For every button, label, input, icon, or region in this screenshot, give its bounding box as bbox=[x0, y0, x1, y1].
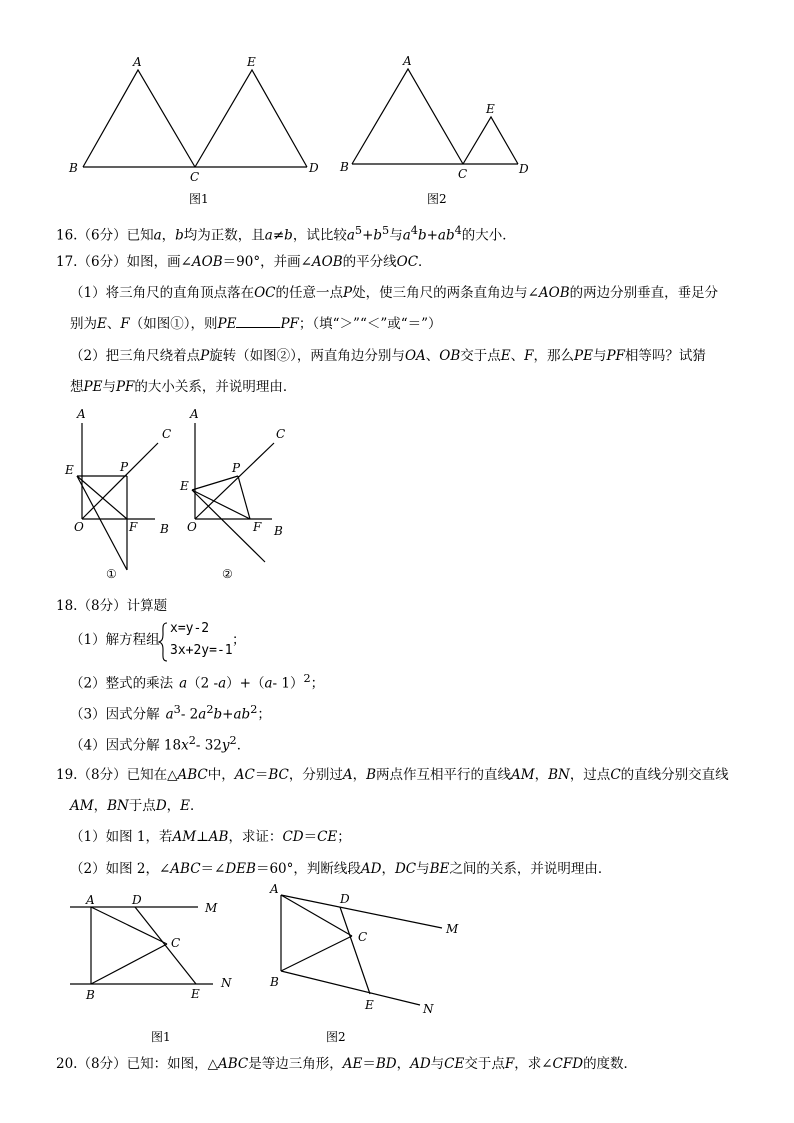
q18-part1 bbox=[70, 631, 160, 649]
q19-fig1-label-b: B bbox=[86, 988, 95, 1002]
q20-text: 交于点 bbox=[464, 1056, 505, 1072]
q19-text: ． bbox=[190, 798, 204, 814]
q19-fig2-label-m: M bbox=[446, 922, 459, 936]
q17-var: OB bbox=[439, 348, 461, 364]
q17-fig1-e-to-f bbox=[77, 476, 127, 570]
q17-var: E bbox=[97, 316, 107, 332]
q18-eq1: x=y-2 bbox=[170, 621, 210, 636]
question-17 bbox=[56, 253, 432, 271]
q19-var: ABC bbox=[177, 767, 208, 783]
q17-number: 17. bbox=[56, 254, 78, 270]
q18-var: a bbox=[165, 706, 174, 723]
q17-fig2-bisector-oc bbox=[195, 443, 274, 519]
question-20 bbox=[56, 1055, 637, 1073]
q18-text: ）+（ bbox=[226, 675, 265, 692]
q18-text: （3）因式分解 bbox=[70, 706, 160, 723]
q19-var: E bbox=[180, 798, 190, 814]
fig-top1-label-d: D bbox=[309, 161, 319, 175]
q17-var: F bbox=[524, 348, 534, 364]
q19-fig2-caption: 图2 bbox=[326, 1030, 346, 1044]
q18-text: ． bbox=[236, 737, 251, 754]
q18-exponent: 2 bbox=[250, 703, 258, 716]
q19-fig2-line-bn bbox=[281, 971, 420, 1005]
q16-exponent: 5 bbox=[382, 224, 390, 237]
q17-fig2-label-e: E bbox=[180, 479, 189, 493]
brace-icon bbox=[158, 622, 168, 662]
q17-var: P bbox=[200, 348, 210, 364]
q20-text: ＝ bbox=[362, 1056, 376, 1072]
q17-var: PE bbox=[574, 348, 593, 364]
q19-text: ， bbox=[93, 798, 108, 814]
q16-expr: ab bbox=[437, 227, 455, 244]
q17-text: 交于点 bbox=[460, 348, 501, 364]
q16-exponent: 4 bbox=[410, 224, 418, 237]
q16-text: 的大小． bbox=[461, 227, 516, 244]
q19-text: ， bbox=[381, 861, 395, 877]
q16-score: （6分） bbox=[77, 227, 127, 244]
q19-fig2-label-d: D bbox=[340, 892, 350, 906]
q16-text: ， bbox=[161, 227, 176, 244]
q17-text: 与 bbox=[102, 379, 116, 395]
q17-fig2-label-c: C bbox=[276, 427, 286, 441]
q19-var: ABC bbox=[170, 861, 201, 877]
fig-top2-label-a: A bbox=[403, 54, 412, 68]
q20-var: CFD bbox=[552, 1056, 584, 1072]
fig-top1-label-a: A bbox=[133, 55, 142, 69]
q19-score: （8分） bbox=[77, 767, 127, 783]
q17-fig1-e-to-b bbox=[77, 476, 127, 519]
q18-text: - 32 bbox=[195, 737, 222, 754]
q19-fig1-label-e: E bbox=[191, 987, 200, 1001]
q17-part2-line1 bbox=[70, 347, 706, 365]
q18-eq2: 3x+2y=-1 bbox=[170, 643, 233, 658]
q19-text: ＝ bbox=[254, 767, 269, 783]
q17-text: 的平分线 bbox=[342, 254, 397, 270]
q19-fig2-label-a: A bbox=[270, 882, 279, 896]
q19-fig1-caption: 图1 bbox=[151, 1030, 171, 1044]
q20-text: 是等边三角形， bbox=[248, 1056, 343, 1072]
question-19 bbox=[56, 766, 729, 784]
q19-var: BN bbox=[548, 767, 570, 783]
q17-text: ． bbox=[418, 254, 432, 270]
q18-part2 bbox=[70, 670, 324, 693]
q17-text: （如图①），则 bbox=[129, 316, 218, 332]
q19-text: ⊥ bbox=[196, 829, 209, 845]
q16-text: 已知 bbox=[126, 227, 154, 244]
q19-var: C bbox=[610, 767, 621, 783]
q19-fig2-label-e: E bbox=[365, 998, 374, 1012]
q19-text: ， bbox=[352, 767, 367, 783]
q17-text: 相等吗？试猜 bbox=[624, 348, 706, 364]
fig-top1-triangle-ced bbox=[195, 70, 307, 167]
q18-var: b bbox=[213, 706, 223, 723]
q19-fig2-label-n: N bbox=[423, 1002, 434, 1016]
q18-var: a bbox=[218, 675, 227, 692]
q17-text: 、 bbox=[106, 316, 121, 332]
q19-fig2-bc bbox=[281, 936, 352, 971]
q19-text: 之间的关系，并说明理由． bbox=[449, 861, 612, 877]
q18-var: y bbox=[221, 737, 230, 754]
q16-text: 均为正数，且 bbox=[183, 227, 265, 244]
q18-number: 18. bbox=[56, 598, 78, 614]
q17-var: PF bbox=[115, 379, 135, 395]
q16-expr: + bbox=[362, 227, 374, 244]
q17-var: OC bbox=[396, 254, 419, 270]
q18-text: （2 - bbox=[187, 675, 219, 692]
q19-var: DC bbox=[394, 861, 417, 877]
fig-top2-label-d: D bbox=[519, 162, 529, 176]
q16-expr: b bbox=[373, 227, 383, 244]
q19-var: AM bbox=[70, 798, 94, 814]
q17-text: ；（填“＞”“＜”或“＝”） bbox=[298, 316, 442, 332]
q19-text: 中， bbox=[207, 767, 235, 783]
q19-fig1-ac bbox=[91, 907, 167, 944]
q19-number: 19. bbox=[56, 767, 78, 783]
q19-var: BE bbox=[429, 861, 450, 877]
q16-text: ≠ bbox=[272, 227, 285, 244]
q18-part3 bbox=[70, 701, 271, 724]
q17-var: PF bbox=[606, 348, 625, 364]
q17-fig2-label-f: F bbox=[253, 520, 262, 534]
q19-var: D bbox=[155, 798, 167, 814]
q19-var: CE bbox=[317, 829, 338, 845]
q18-text: ； bbox=[310, 675, 325, 692]
q19-text: 已知在△ bbox=[126, 767, 178, 783]
q18-var: ab bbox=[233, 706, 251, 723]
fig-top2-label-b: B bbox=[340, 160, 349, 174]
q19-var: AM bbox=[511, 767, 535, 783]
q17-text: 的大小关系，并说明理由． bbox=[134, 379, 297, 395]
q18-text: - 1） bbox=[272, 675, 304, 692]
q16-expr: b bbox=[417, 227, 427, 244]
q19-var: DEB bbox=[225, 861, 256, 877]
q19-text: ，过点 bbox=[569, 767, 611, 783]
q18-exponent: 2 bbox=[188, 734, 196, 747]
q17-fig2-label-a: A bbox=[190, 407, 199, 421]
q17-var: F bbox=[120, 316, 130, 332]
q18-text: + bbox=[222, 706, 234, 723]
q17-var: PF bbox=[280, 316, 299, 332]
q19-text: ， bbox=[534, 767, 549, 783]
q16-var: b bbox=[284, 227, 293, 244]
q19-text: 的直线分别交直线 bbox=[620, 767, 729, 783]
q20-text: 已知：如图，△ bbox=[126, 1056, 218, 1072]
q19-text: ， bbox=[166, 798, 181, 814]
q16-var: a bbox=[264, 227, 273, 244]
q17-answer-blank[interactable] bbox=[236, 315, 280, 328]
q17-text: 与 bbox=[592, 348, 607, 364]
q19-var: B bbox=[366, 767, 376, 783]
q18-exponent: 2 bbox=[229, 734, 237, 747]
q17-var: PE bbox=[83, 379, 103, 395]
q16-var: a bbox=[153, 227, 162, 244]
q20-var: AD bbox=[410, 1056, 431, 1072]
q19-var: BC bbox=[268, 767, 289, 783]
q18-text: - 2 bbox=[180, 706, 199, 723]
q17-fig1-label-a: A bbox=[77, 407, 86, 421]
q17-fig2-caption: ② bbox=[222, 567, 233, 581]
fig-top2-caption: 图2 bbox=[427, 192, 447, 206]
q19-text: ，求证： bbox=[228, 829, 283, 845]
q17-var: E bbox=[500, 348, 511, 364]
q17-var: OA bbox=[404, 348, 426, 364]
q17-text: 的两边分别垂直，垂足分 bbox=[569, 285, 719, 301]
q19-var: AB bbox=[208, 829, 229, 845]
question-18 bbox=[56, 597, 167, 615]
q19-var: A bbox=[342, 767, 353, 783]
question-16 bbox=[56, 222, 516, 245]
q20-text: 的度数． bbox=[583, 1056, 638, 1072]
q19-fig1-label-c: C bbox=[171, 936, 181, 950]
q19-text: ； bbox=[337, 829, 351, 845]
fig-top1-label-e: E bbox=[247, 55, 256, 69]
q19-fig1-label-m: M bbox=[205, 901, 218, 915]
q19-text: ＝60°，判断线段 bbox=[255, 861, 361, 877]
q19-text: 两点作互相平行的直线 bbox=[376, 767, 511, 783]
fig-top1-label-c: C bbox=[190, 170, 200, 184]
q19-fig1-label-a: A bbox=[86, 893, 95, 907]
q17-fig2-label-b: B bbox=[274, 524, 283, 538]
q17-text: （2）把三角尺绕着点 bbox=[70, 348, 201, 364]
fig-top1-triangle-abc bbox=[83, 70, 195, 167]
q17-fig2-pe bbox=[192, 476, 238, 490]
q19-text: 于点 bbox=[128, 798, 156, 814]
q20-text: ，求∠ bbox=[514, 1056, 553, 1072]
q19-text: ＝∠ bbox=[200, 861, 226, 877]
q18-text: ； bbox=[257, 706, 271, 723]
fig-top2-triangle-abc bbox=[352, 69, 463, 164]
q19-text: （1）如图 1，若 bbox=[70, 829, 173, 845]
q17-fig1-caption: ① bbox=[106, 567, 117, 581]
q17-fig2-pf bbox=[238, 476, 250, 519]
fig-top1-caption: 图1 bbox=[189, 192, 209, 206]
q17-var: AOB bbox=[311, 254, 343, 270]
q17-var: P bbox=[343, 285, 353, 301]
q16-expr: a bbox=[346, 227, 355, 244]
q20-text: ， bbox=[396, 1056, 411, 1072]
q19-part1 bbox=[70, 828, 351, 846]
q17-text: 、 bbox=[425, 348, 440, 364]
q17-text: 处，使三角尺的两条直角边与∠ bbox=[352, 285, 539, 301]
q16-var: b bbox=[175, 227, 184, 244]
q19-fig2-de bbox=[340, 907, 370, 994]
q19-fig1-label-n: N bbox=[221, 976, 232, 990]
q17-fig2-label-o: O bbox=[187, 520, 197, 534]
q16-number: 16. bbox=[56, 227, 78, 244]
q17-text: 如图，画∠ bbox=[126, 254, 192, 270]
q16-text: ，试比较 bbox=[292, 227, 347, 244]
q16-exponent: 5 bbox=[354, 224, 363, 237]
q19-fig2-label-b: B bbox=[270, 975, 279, 989]
q17-fig1-label-o: O bbox=[74, 520, 84, 534]
q20-var: F bbox=[504, 1056, 515, 1072]
q18-score: （8分） bbox=[77, 598, 127, 614]
q19-text: （2）如图 2，∠ bbox=[70, 861, 171, 877]
q20-var: CE bbox=[444, 1056, 465, 1072]
q18-var: a bbox=[179, 675, 188, 692]
q19-line2 bbox=[70, 797, 204, 815]
q18-title: 计算题 bbox=[126, 598, 168, 614]
q19-fig1-de bbox=[135, 907, 196, 984]
q17-text: 别为 bbox=[70, 316, 97, 332]
q17-text: 的任意一点 bbox=[275, 285, 343, 301]
fig-top2-label-e: E bbox=[486, 102, 495, 116]
q18-text: ； bbox=[232, 632, 246, 648]
q16-exponent: 4 bbox=[454, 224, 462, 237]
q19-fig1-label-d: D bbox=[132, 893, 142, 907]
q19-var: AD bbox=[360, 861, 382, 877]
q20-var: BD bbox=[375, 1056, 397, 1072]
q20-text: 与 bbox=[430, 1056, 445, 1072]
q17-part2-line2 bbox=[70, 378, 296, 396]
q19-fig1-bc bbox=[91, 944, 167, 984]
q17-var: OC bbox=[254, 285, 276, 301]
q20-score: （8分） bbox=[77, 1056, 127, 1072]
q17-text: ，那么 bbox=[533, 348, 574, 364]
q19-text: 与 bbox=[416, 861, 430, 877]
q18-exponent: 2 bbox=[206, 703, 214, 716]
q18-text: （2）整式的乘法 bbox=[70, 675, 174, 692]
q18-var: a bbox=[264, 675, 273, 692]
q17-fig1-label-e: E bbox=[65, 463, 74, 477]
q19-text: ，分别过 bbox=[288, 767, 343, 783]
q16-expr: a bbox=[402, 227, 411, 244]
q17-fig2-label-p: P bbox=[232, 461, 241, 475]
q18-part4 bbox=[70, 732, 250, 755]
q17-fig1-label-c: C bbox=[162, 427, 172, 441]
q17-text: 想 bbox=[70, 379, 84, 395]
fig-top2-label-c: C bbox=[458, 167, 468, 181]
q17-fig1-label-b: B bbox=[160, 522, 169, 536]
q19-var: AC bbox=[234, 767, 255, 783]
q20-var: ABC bbox=[217, 1056, 249, 1072]
q20-var: AE bbox=[342, 1056, 363, 1072]
q16-text: 与 bbox=[389, 227, 403, 244]
q17-var: AOB bbox=[538, 285, 570, 301]
q17-var: AOB bbox=[191, 254, 223, 270]
q19-var: CD bbox=[282, 829, 304, 845]
q19-fig2-label-c: C bbox=[358, 930, 368, 944]
q17-part1-line1 bbox=[70, 284, 718, 302]
q17-var: PE bbox=[217, 316, 237, 332]
q20-number: 20. bbox=[56, 1056, 78, 1072]
q18-exponent: 2 bbox=[303, 672, 311, 685]
q19-fig2-line-am bbox=[281, 895, 442, 928]
q18-exponent: 3 bbox=[173, 703, 181, 716]
q17-text: （1）将三角尺的直角顶点落在 bbox=[70, 285, 255, 301]
q17-fig1-label-p: P bbox=[120, 460, 129, 474]
q17-fig1-label-f: F bbox=[129, 520, 138, 534]
q17-text: ＝90°，并画∠ bbox=[222, 254, 312, 270]
q19-text: ＝ bbox=[303, 829, 318, 845]
q19-var: AM bbox=[172, 829, 197, 845]
q17-text: 旋转（如图②），两直角边分别与 bbox=[209, 348, 405, 364]
q16-expr: + bbox=[426, 227, 438, 244]
q17-part1-line2 bbox=[70, 315, 442, 333]
q18-var: a bbox=[198, 706, 207, 723]
q18-text: （4）因式分解 18 bbox=[70, 737, 182, 754]
fig-top1-label-b: B bbox=[69, 161, 78, 175]
q17-text: 、 bbox=[510, 348, 525, 364]
q19-var: BN bbox=[107, 798, 129, 814]
q18-part1-end bbox=[232, 631, 246, 649]
q17-score: （6分） bbox=[77, 254, 127, 270]
fig-top2-triangle-ced bbox=[463, 117, 518, 164]
q18-text: （1）解方程组 bbox=[70, 632, 160, 648]
q19-part2 bbox=[70, 860, 611, 878]
q18-var: x bbox=[181, 737, 189, 754]
